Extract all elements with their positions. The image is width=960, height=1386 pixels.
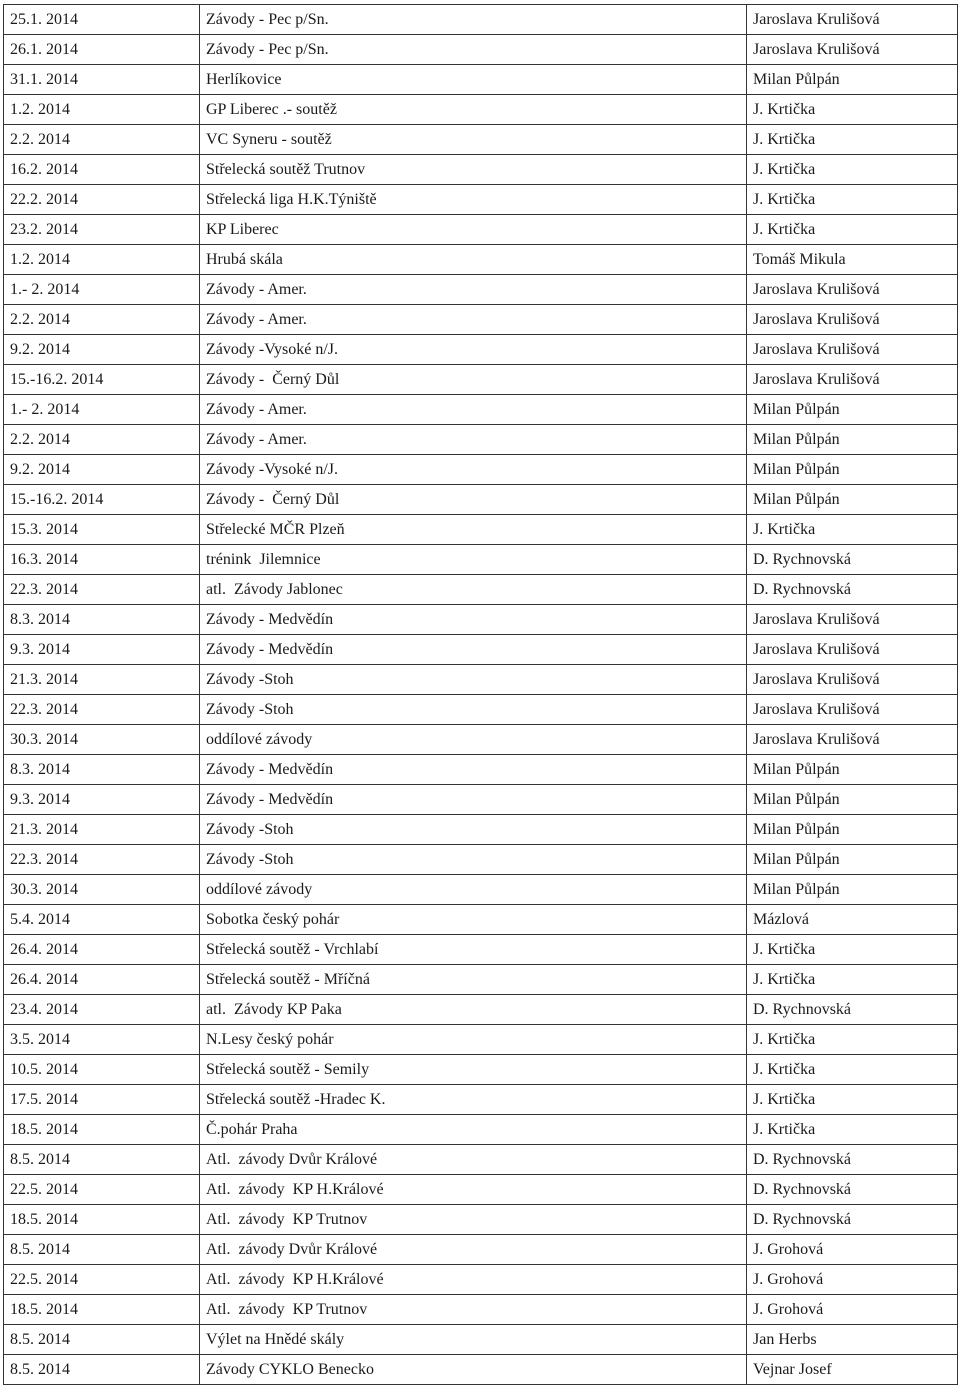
table-row [4,875,958,905]
person-cell: Milan Půlpán [747,785,958,815]
person-cell: J. Krtička [747,155,958,185]
person-cell: Tomáš Mikula [747,245,958,275]
event-cell: Hrubá skála [200,245,747,275]
table-row [4,515,958,545]
table-row [4,1235,958,1265]
date-cell: 1.- 2. 2014 [4,395,200,425]
person-cell: D. Rychnovská [747,1175,958,1205]
date-cell: 18.5. 2014 [4,1295,200,1325]
event-cell: VC Syneru - soutěž [200,125,747,155]
date-cell: 9.2. 2014 [4,335,200,365]
event-cell: Závody CYKLO Benecko [200,1355,747,1385]
date-cell: 18.5. 2014 [4,1115,200,1145]
date-cell: 22.2. 2014 [4,185,200,215]
person-cell: Jaroslava Krulišová [747,365,958,395]
table-row [4,1325,958,1355]
date-cell: 25.1. 2014 [4,5,200,35]
person-cell: J. Krtička [747,1055,958,1085]
event-cell: trénink Jilemnice [200,545,747,575]
event-cell: Atl. závody Dvůr Králové [200,1145,747,1175]
event-cell: Závody - Medvědín [200,785,747,815]
table-row [4,785,958,815]
event-cell: GP Liberec .- soutěž [200,95,747,125]
table-row [4,335,958,365]
person-cell: J. Krtička [747,185,958,215]
event-cell: Závody -Stoh [200,845,747,875]
event-cell: oddílové závody [200,725,747,755]
person-cell: Mázlová [747,905,958,935]
table-row [4,1175,958,1205]
date-cell: 22.3. 2014 [4,845,200,875]
person-cell: Milan Půlpán [747,395,958,425]
person-cell: J. Krtička [747,1025,958,1055]
person-cell: Jaroslava Krulišová [747,635,958,665]
table-row [4,1085,958,1115]
table-row [4,815,958,845]
date-cell: 1.- 2. 2014 [4,275,200,305]
person-cell: Milan Půlpán [747,755,958,785]
date-cell: 10.5. 2014 [4,1055,200,1085]
date-cell: 3.5. 2014 [4,1025,200,1055]
table-row [4,1025,958,1055]
table-row [4,65,958,95]
table-row [4,485,958,515]
date-cell: 9.2. 2014 [4,455,200,485]
date-cell: 22.3. 2014 [4,695,200,725]
date-cell: 5.4. 2014 [4,905,200,935]
person-cell: J. Grohová [747,1295,958,1325]
table-row [4,1145,958,1175]
event-cell: Č.pohár Praha [200,1115,747,1145]
event-cell: Závody - Medvědín [200,755,747,785]
date-cell: 26.4. 2014 [4,935,200,965]
table-row [4,605,958,635]
table-row [4,35,958,65]
date-cell: 8.5. 2014 [4,1145,200,1175]
person-cell: Jaroslava Krulišová [747,275,958,305]
person-cell: Milan Půlpán [747,875,958,905]
date-cell: 2.2. 2014 [4,125,200,155]
table-row [4,95,958,125]
person-cell: J. Krtička [747,965,958,995]
person-cell: Milan Půlpán [747,485,958,515]
event-cell: N.Lesy český pohár [200,1025,747,1055]
person-cell: D. Rychnovská [747,545,958,575]
table-row [4,215,958,245]
event-cell: Atl. závody KP Trutnov [200,1205,747,1235]
table-row [4,965,958,995]
person-cell: Milan Půlpán [747,845,958,875]
person-cell: D. Rychnovská [747,575,958,605]
event-cell: Závody -Stoh [200,665,747,695]
events-table [3,4,958,1385]
event-cell: Závody - Medvědín [200,635,747,665]
person-cell: Milan Půlpán [747,455,958,485]
table-row [4,545,958,575]
event-cell: oddílové závody [200,875,747,905]
person-cell: J. Grohová [747,1235,958,1265]
person-cell: Milan Půlpán [747,425,958,455]
event-cell: Závody -Vysoké n/J. [200,455,747,485]
table-row [4,635,958,665]
table-row [4,695,958,725]
person-cell: Jaroslava Krulišová [747,695,958,725]
person-cell: J. Krtička [747,95,958,125]
person-cell: Jaroslava Krulišová [747,665,958,695]
table-row [4,1055,958,1085]
table-row [4,935,958,965]
event-cell: Střelecké MČR Plzeň [200,515,747,545]
event-cell: Sobotka český pohár [200,905,747,935]
table-row [4,1295,958,1325]
person-cell: Jaroslava Krulišová [747,605,958,635]
event-cell: Atl. závody KP H.Králové [200,1175,747,1205]
event-cell: Střelecká soutěž Trutnov [200,155,747,185]
date-cell: 26.1. 2014 [4,35,200,65]
date-cell: 15.-16.2. 2014 [4,365,200,395]
event-cell: Střelecká soutěž - Semily [200,1055,747,1085]
date-cell: 22.5. 2014 [4,1265,200,1295]
date-cell: 9.3. 2014 [4,785,200,815]
table-row [4,125,958,155]
date-cell: 22.5. 2014 [4,1175,200,1205]
date-cell: 31.1. 2014 [4,65,200,95]
date-cell: 21.3. 2014 [4,665,200,695]
person-cell: D. Rychnovská [747,995,958,1025]
person-cell: J. Krtička [747,215,958,245]
table-row [4,665,958,695]
date-cell: 1.2. 2014 [4,245,200,275]
date-cell: 26.4. 2014 [4,965,200,995]
person-cell: Jaroslava Krulišová [747,725,958,755]
person-cell: Jaroslava Krulišová [747,335,958,365]
person-cell: J. Krtička [747,1085,958,1115]
date-cell: 2.2. 2014 [4,425,200,455]
table-row [4,1265,958,1295]
person-cell: D. Rychnovská [747,1145,958,1175]
table-row [4,155,958,185]
event-cell: Závody - Amer. [200,395,747,425]
date-cell: 8.5. 2014 [4,1355,200,1385]
date-cell: 9.3. 2014 [4,635,200,665]
event-cell: Střelecká soutěž - Mříčná [200,965,747,995]
event-cell: Závody -Stoh [200,815,747,845]
date-cell: 16.3. 2014 [4,545,200,575]
person-cell: Jaroslava Krulišová [747,305,958,335]
table-row [4,905,958,935]
table-row [4,845,958,875]
table-row [4,1115,958,1145]
event-cell: Střelecká liga H.K.Týniště [200,185,747,215]
table-row [4,455,958,485]
person-cell: J. Krtička [747,125,958,155]
event-cell: Závody - Amer. [200,305,747,335]
table-row [4,185,958,215]
date-cell: 2.2. 2014 [4,305,200,335]
event-cell: Závody - Černý Důl [200,365,747,395]
event-cell: Závody - Pec p/Sn. [200,5,747,35]
date-cell: 15.-16.2. 2014 [4,485,200,515]
event-cell: Závody - Amer. [200,425,747,455]
event-cell: Závody - Černý Důl [200,485,747,515]
person-cell: Vejnar Josef [747,1355,958,1385]
table-row [4,1205,958,1235]
table-row [4,245,958,275]
date-cell: 8.3. 2014 [4,755,200,785]
event-cell: Atl. závody KP Trutnov [200,1295,747,1325]
date-cell: 8.5. 2014 [4,1325,200,1355]
table-row [4,275,958,305]
event-cell: Závody - Medvědín [200,605,747,635]
person-cell: J. Krtička [747,515,958,545]
date-cell: 30.3. 2014 [4,725,200,755]
date-cell: 22.3. 2014 [4,575,200,605]
date-cell: 16.2. 2014 [4,155,200,185]
table-row [4,5,958,35]
date-cell: 18.5. 2014 [4,1205,200,1235]
table-row [4,575,958,605]
date-cell: 17.5. 2014 [4,1085,200,1115]
table-row [4,365,958,395]
event-cell: Závody -Stoh [200,695,747,725]
event-cell: Atl. závody Dvůr Králové [200,1235,747,1265]
event-cell: Výlet na Hnědé skály [200,1325,747,1355]
table-row [4,305,958,335]
table-row [4,1355,958,1385]
event-cell: Závody -Vysoké n/J. [200,335,747,365]
date-cell: 23.2. 2014 [4,215,200,245]
date-cell: 30.3. 2014 [4,875,200,905]
event-cell: Herlíkovice [200,65,747,95]
date-cell: 15.3. 2014 [4,515,200,545]
person-cell: D. Rychnovská [747,1205,958,1235]
event-cell: Atl. závody KP H.Králové [200,1265,747,1295]
person-cell: Jan Herbs [747,1325,958,1355]
event-cell: Střelecká soutěž - Vrchlabí [200,935,747,965]
person-cell: J. Grohová [747,1265,958,1295]
person-cell: Jaroslava Krulišová [747,35,958,65]
table-row [4,425,958,455]
person-cell: Milan Půlpán [747,65,958,95]
date-cell: 1.2. 2014 [4,95,200,125]
table-row [4,395,958,425]
event-cell: KP Liberec [200,215,747,245]
person-cell: Milan Půlpán [747,815,958,845]
person-cell: Jaroslava Krulišová [747,5,958,35]
person-cell: J. Krtička [747,935,958,965]
event-cell: atl. Závody KP Paka [200,995,747,1025]
table-row [4,995,958,1025]
event-cell: atl. Závody Jablonec [200,575,747,605]
person-cell: J. Krtička [747,1115,958,1145]
events-table-body [4,5,958,1385]
date-cell: 8.5. 2014 [4,1235,200,1265]
date-cell: 21.3. 2014 [4,815,200,845]
event-cell: Závody - Pec p/Sn. [200,35,747,65]
table-row [4,725,958,755]
event-cell: Závody - Amer. [200,275,747,305]
date-cell: 23.4. 2014 [4,995,200,1025]
table-row [4,755,958,785]
date-cell: 8.3. 2014 [4,605,200,635]
event-cell: Střelecká soutěž -Hradec K. [200,1085,747,1115]
